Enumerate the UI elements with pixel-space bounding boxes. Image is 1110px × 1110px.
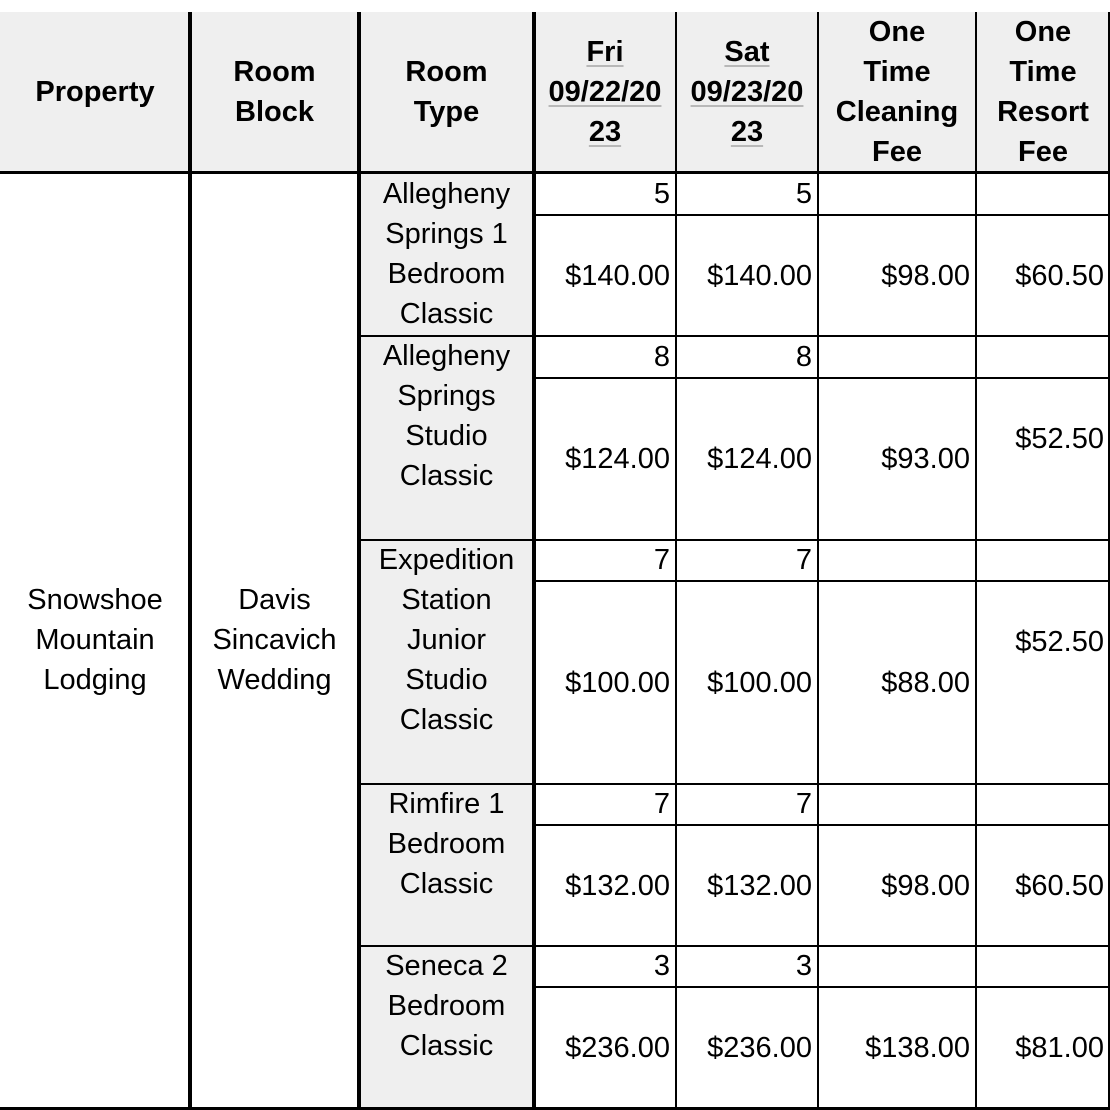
fri-rate-cell: $140.00 — [565, 260, 670, 292]
grid-line — [359, 539, 1110, 541]
grid-line — [0, 171, 1110, 174]
room-block-cell: Davis Sincavich Wedding — [212, 584, 337, 696]
fri-rate-cell: $124.00 — [565, 443, 670, 475]
room-type-cell: Allegheny Springs 1 Bedroom Classic — [359, 174, 534, 336]
header-resort-fee: One Time Resort Fee — [976, 12, 1110, 172]
cleaning-fee-cell: $138.00 — [865, 1032, 970, 1064]
fri-count-cell: 8 — [653, 341, 670, 373]
sat-count-cell: 5 — [795, 178, 812, 210]
grid-line — [359, 783, 1110, 785]
resort-fee-cell: $52.50 — [1015, 626, 1104, 658]
header-property: Property — [0, 12, 190, 172]
grid-line — [534, 986, 1110, 988]
sat-rate-cell: $132.00 — [707, 870, 812, 902]
cleaning-fee-cell: $98.00 — [881, 260, 970, 292]
fri-count-cell: 5 — [653, 178, 670, 210]
resort-fee-cell: $81.00 — [1015, 1032, 1104, 1064]
resort-fee-cell: $60.50 — [1015, 260, 1104, 292]
grid-line — [534, 580, 1110, 582]
grid-line — [188, 12, 192, 1110]
header-room-block: Room Block — [190, 12, 359, 172]
grid-line — [359, 335, 1110, 337]
grid-line — [359, 945, 1110, 947]
fri-count-cell: 7 — [653, 788, 670, 820]
cleaning-fee-cell: $98.00 — [881, 870, 970, 902]
sat-rate-cell: $236.00 — [707, 1032, 812, 1064]
room-type-cell: Allegheny Springs Studio Classic — [359, 336, 534, 540]
header-room-type: Room Type — [359, 12, 534, 172]
grid-line — [534, 377, 1110, 379]
header-cleaning-fee: One Time Cleaning Fee — [818, 12, 976, 172]
grid-line — [534, 824, 1110, 826]
sat-rate-cell: $140.00 — [707, 260, 812, 292]
fri-rate-cell: $132.00 — [565, 870, 670, 902]
fri-count-cell: 7 — [653, 544, 670, 576]
grid-line — [534, 214, 1110, 216]
resort-fee-cell: $60.50 — [1015, 870, 1104, 902]
sat-count-cell: 3 — [795, 950, 812, 982]
sat-count-cell: 8 — [795, 341, 812, 373]
fri-rate-cell: $100.00 — [565, 666, 670, 699]
fri-count-cell: 3 — [653, 950, 670, 982]
sat-rate-cell: $100.00 — [707, 666, 812, 699]
fri-rate-cell: $236.00 — [565, 1032, 670, 1064]
property-cell: Snowshoe Mountain Lodging — [27, 584, 163, 696]
room-type-cell: Expedition Station Junior Studio Classic — [359, 540, 534, 784]
cleaning-fee-cell: $88.00 — [881, 666, 970, 699]
header-fri-date: Fri 09/22/20 23 — [534, 12, 676, 172]
resort-fee-cell: $52.50 — [1015, 423, 1104, 455]
cleaning-fee-cell: $93.00 — [881, 443, 970, 475]
sat-rate-cell: $124.00 — [707, 443, 812, 475]
sat-count-cell: 7 — [795, 788, 812, 820]
sat-count-cell: 7 — [795, 544, 812, 576]
room-type-cell: Rimfire 1 Bedroom Classic — [359, 784, 534, 946]
header-sat-date: Sat 09/23/20 23 — [676, 12, 818, 172]
room-type-cell: Seneca 2 Bedroom Classic — [359, 946, 534, 1108]
